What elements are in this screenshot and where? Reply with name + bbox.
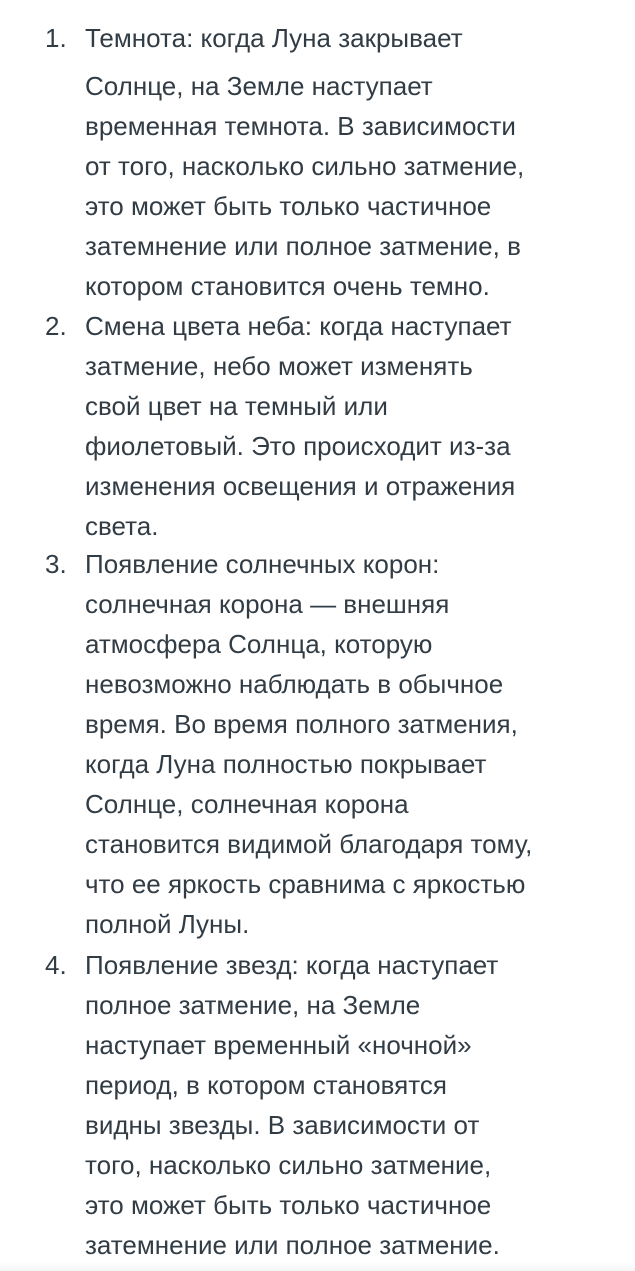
bottom-edge-fade — [0, 1262, 635, 1271]
list-item-text — [85, 306, 515, 546]
text-line: затмение, небо может изменять — [85, 351, 473, 381]
text-line: временная темнота. В зависимости — [85, 111, 516, 141]
list-item-number: 3. — [45, 549, 67, 579]
text-line: того, насколько сильно затмение, — [85, 1150, 492, 1180]
text-line: солнечная корона — внешняя — [85, 589, 450, 619]
text-line: Темнота: когда Луна закрывает — [85, 23, 463, 53]
text-line: фиолетовый. Это происходит из-за — [85, 431, 511, 461]
text-line: изменения освещения и отражения — [85, 471, 516, 501]
text-line: Появление солнечных корон: — [85, 549, 440, 579]
text-line: Солнце, на Земле наступает — [85, 71, 433, 101]
text-line: период, в котором становятся — [85, 1070, 447, 1100]
text-line: от того, насколько сильно затмение, — [85, 151, 525, 181]
list-item-text — [85, 544, 532, 944]
text-line: полной Луны. — [85, 909, 250, 939]
text-line: становится видимой благодаря тому, — [85, 829, 533, 859]
list-item-number: 2. — [45, 311, 67, 341]
text-line: когда Луна полностью покрывает — [85, 749, 487, 779]
list-item-text — [85, 945, 500, 1265]
list-item-number: 1. — [45, 23, 67, 53]
text-line: невозможно наблюдать в обычное — [85, 669, 504, 699]
text-line: время. Во время полного затмения, — [85, 709, 518, 739]
text-line: это может быть только частичное — [85, 191, 492, 221]
text-line: Солнце, солнечная корона — [85, 789, 409, 819]
text-line: затемнение или полное затмение, в — [85, 231, 521, 261]
text-line: полное затмение, на Земле — [85, 990, 421, 1020]
text-line: наступает временный «ночной» — [85, 1030, 472, 1060]
text-line: затемнение или полное затмение. — [85, 1230, 500, 1260]
list-item-number: 4. — [45, 950, 67, 980]
text-line: свой цвет на темный или — [85, 391, 388, 421]
text-line: видны звезды. В зависимости от — [85, 1110, 480, 1140]
text-line: атмосфера Солнца, которую — [85, 629, 433, 659]
text-line: это может быть только частичное — [85, 1190, 492, 1220]
text-line: Смена цвета неба: когда наступает — [85, 311, 512, 341]
list-item-text — [85, 18, 524, 306]
text-line: света. — [85, 511, 159, 541]
text-line: котором становится очень темно. — [85, 271, 490, 301]
text-line: Появление звезд: когда наступает — [85, 950, 499, 980]
text-line: что ее яркость сравнима с яркостью — [85, 869, 526, 899]
